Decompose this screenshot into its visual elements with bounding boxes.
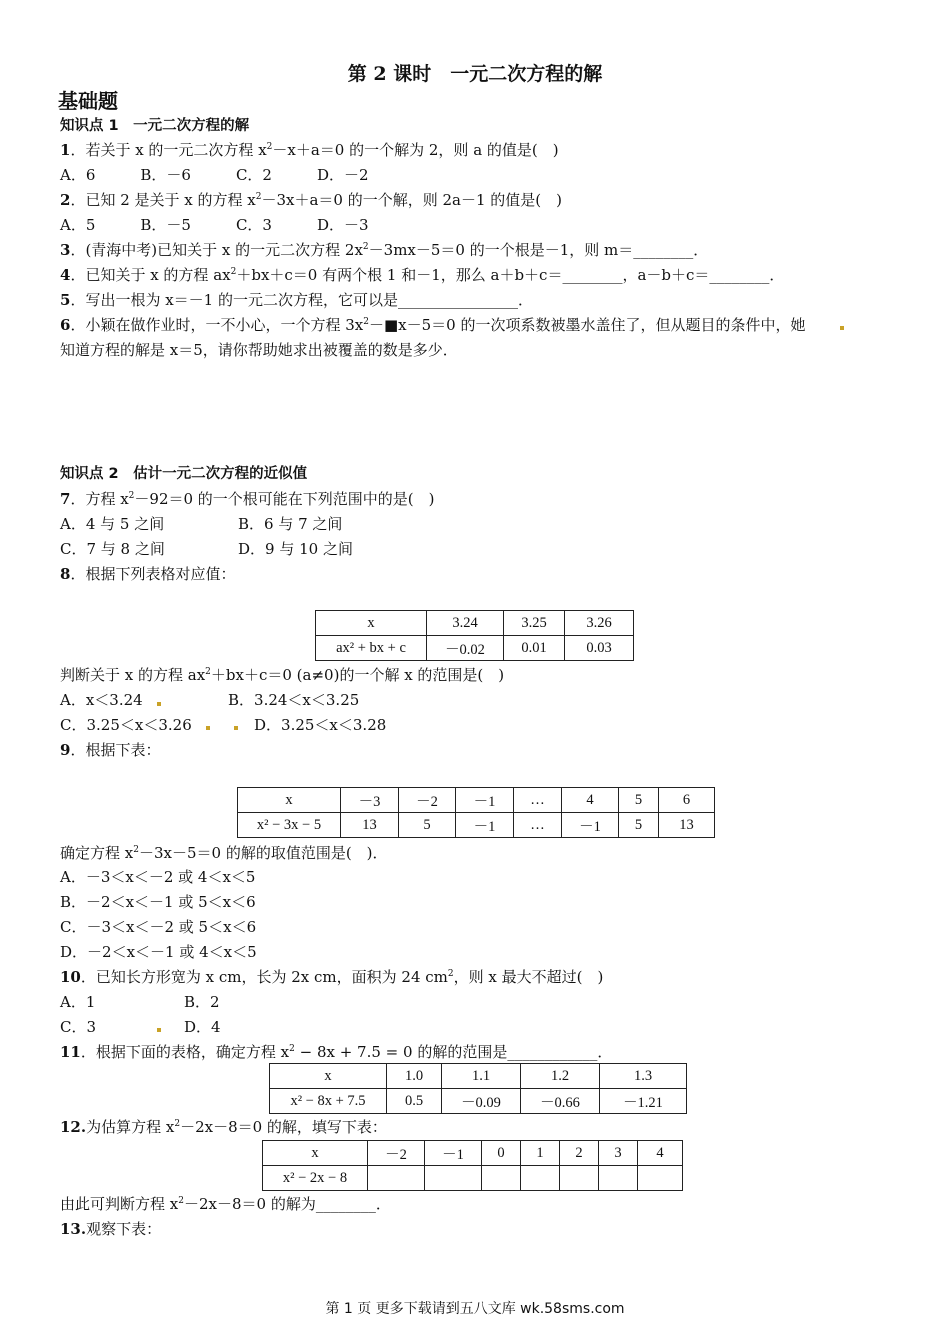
question-text: －92＝0 的一个根可能在下列范围中的是( ) bbox=[134, 490, 435, 508]
table-cell: 5 bbox=[619, 788, 659, 813]
question-number: 5 bbox=[60, 291, 71, 309]
question-2-options: A．5 B．－5 C．3 D．－3 bbox=[60, 216, 369, 234]
table-cell bbox=[560, 1166, 599, 1191]
table-row bbox=[270, 1089, 687, 1114]
question-text: 确定方程 x bbox=[60, 844, 134, 862]
exponent: 2 bbox=[230, 267, 237, 277]
question-number: 7 bbox=[60, 490, 71, 508]
question-number: 4 bbox=[60, 266, 71, 284]
question-11 bbox=[60, 1042, 612, 1062]
table-cell bbox=[521, 1166, 560, 1191]
exponent: 2 bbox=[363, 317, 369, 327]
option-b: B．3.24＜x＜3.25 bbox=[228, 691, 360, 709]
exponent: 2 bbox=[255, 192, 262, 202]
option-d: D．3.25＜x＜3.28 bbox=[254, 716, 387, 734]
table-cell: －0.02 bbox=[427, 636, 504, 661]
decorative-dot bbox=[157, 702, 161, 706]
option-a: A．4 与 5 之间 bbox=[60, 515, 165, 533]
question-13 bbox=[60, 1219, 161, 1239]
table-cell: 2 bbox=[560, 1141, 599, 1166]
question-6-line-2: 知道方程的解是 x＝5，请你帮助她求出被覆盖的数是多少． bbox=[60, 341, 458, 359]
table-cell: 1.0 bbox=[387, 1064, 442, 1089]
question-text: ．已知长方形宽为 x cm，长为 2x cm，面积为 24 cm bbox=[80, 968, 448, 986]
table-row bbox=[263, 1166, 683, 1191]
knowledge-point-2: 知识点 2 估计一元二次方程的近似值 bbox=[60, 466, 308, 482]
decorative-dot bbox=[157, 1028, 161, 1032]
table-cell: x² − 2x − 8 bbox=[263, 1166, 368, 1191]
table-cell: －2 bbox=[368, 1141, 425, 1166]
option-c: C．3.25＜x＜3.26 bbox=[60, 716, 192, 734]
option-a: A．x＜3.24 bbox=[60, 691, 143, 709]
question-text: ．写出一根为 x＝－1 的一元二次方程，它可以是________________． bbox=[70, 291, 533, 309]
question-2 bbox=[60, 190, 562, 210]
exponent: 2 bbox=[128, 491, 135, 501]
table-cell bbox=[638, 1166, 683, 1191]
table-cell bbox=[425, 1166, 482, 1191]
exponent: 2 bbox=[289, 1044, 295, 1054]
exponent: 2 bbox=[447, 969, 454, 979]
question-6 bbox=[60, 315, 805, 335]
question-text: ．小颖在做作业时，一不小心，一个方程 3x bbox=[70, 316, 364, 334]
option-d: D．4 bbox=[184, 1018, 221, 1036]
table-cell: x bbox=[316, 611, 427, 636]
option-a: A．－3＜x＜－2 或 4＜x＜5 bbox=[60, 868, 256, 886]
question-text: －■x－5＝0 的一次项系数被墨水盖住了，但从题目的条件中，她 bbox=[368, 316, 806, 334]
question-7 bbox=[60, 489, 435, 509]
table-cell: 0.5 bbox=[387, 1089, 442, 1114]
table-cell: －1 bbox=[456, 813, 514, 838]
question-text: ，则 x 最大不超过( ) bbox=[453, 968, 604, 986]
exponent: 2 bbox=[178, 1196, 184, 1206]
question-9-table bbox=[237, 787, 715, 838]
question-text: ．已知关于 x 的方程 ax bbox=[70, 266, 231, 284]
question-text: －3x－5＝0 的解的取值范围是( )． bbox=[138, 844, 388, 862]
exponent: 2 bbox=[174, 1119, 181, 1129]
table-cell: … bbox=[514, 813, 562, 838]
table-cell: … bbox=[514, 788, 562, 813]
option-c: C．7 与 8 之间 bbox=[60, 540, 165, 558]
question-number: 8 bbox=[60, 565, 71, 583]
option-d: D．9 与 10 之间 bbox=[238, 540, 353, 558]
table-cell: －1.21 bbox=[600, 1089, 687, 1114]
question-number: 13. bbox=[60, 1220, 87, 1238]
table-cell: 5 bbox=[399, 813, 456, 838]
table-cell: 1.3 bbox=[600, 1064, 687, 1089]
question-text: －2x－8＝0 的解，填写下表： bbox=[180, 1118, 387, 1136]
question-12-conclusion bbox=[60, 1194, 391, 1214]
option-b: B．6 与 7 之间 bbox=[238, 515, 343, 533]
table-cell: 3.24 bbox=[427, 611, 504, 636]
table-cell: 3 bbox=[599, 1141, 638, 1166]
table-cell: 0.01 bbox=[504, 636, 565, 661]
table-cell: ax² + bx + c bbox=[316, 636, 427, 661]
table-cell: 13 bbox=[659, 813, 715, 838]
question-text: 观察下表： bbox=[86, 1220, 162, 1238]
exponent: 2 bbox=[133, 845, 139, 855]
table-cell: 0 bbox=[482, 1141, 521, 1166]
question-1 bbox=[60, 140, 559, 160]
knowledge-point-1: 知识点 1 一元二次方程的解 bbox=[60, 118, 250, 134]
table-cell: －0.09 bbox=[442, 1089, 521, 1114]
table-cell: x² − 3x − 5 bbox=[238, 813, 341, 838]
table-cell: －3 bbox=[341, 788, 399, 813]
option-b: B．2 bbox=[184, 993, 220, 1011]
table-cell: 4 bbox=[638, 1141, 683, 1166]
exponent: 2 bbox=[362, 242, 369, 252]
question-text: 由此可判断方程 x bbox=[60, 1195, 179, 1213]
question-number: 12. bbox=[60, 1118, 87, 1136]
table-cell: 0.03 bbox=[565, 636, 634, 661]
option-a: A．1 bbox=[60, 993, 96, 1011]
question-9-prompt bbox=[60, 843, 388, 863]
table-cell: 1 bbox=[521, 1141, 560, 1166]
table-cell bbox=[482, 1166, 521, 1191]
table-cell: 3.25 bbox=[504, 611, 565, 636]
question-text: ．(青海中考)已知关于 x 的一元二次方程 2x bbox=[70, 241, 363, 259]
question-3 bbox=[60, 240, 708, 260]
option-c: C．3 bbox=[60, 1018, 97, 1036]
question-number: 11 bbox=[60, 1043, 81, 1061]
table-cell bbox=[368, 1166, 425, 1191]
table-cell: －2 bbox=[399, 788, 456, 813]
page-title: 第 2 课时 一元二次方程的解 bbox=[347, 63, 603, 85]
option-c: C．－3＜x＜－2 或 5＜x＜6 bbox=[60, 918, 257, 936]
table-cell: 6 bbox=[659, 788, 715, 813]
table-row bbox=[238, 788, 715, 813]
question-text: ．根据下面的表格，确定方程 x bbox=[80, 1043, 290, 1061]
question-12-table bbox=[262, 1140, 683, 1191]
option-b: B．－2＜x＜－1 或 5＜x＜6 bbox=[60, 893, 256, 911]
page-footer: 第 1 页 更多下载请到五八文库 wk.58sms.com bbox=[325, 1301, 625, 1317]
table-row bbox=[263, 1141, 683, 1166]
option-d: D．－2＜x＜－1 或 4＜x＜5 bbox=[60, 943, 257, 961]
question-text: ．已知 2 是关于 x 的方程 x bbox=[70, 191, 256, 209]
question-10 bbox=[60, 967, 603, 987]
question-number: 3 bbox=[60, 241, 71, 259]
table-cell: x bbox=[270, 1064, 387, 1089]
question-number: 6 bbox=[60, 316, 71, 334]
question-5 bbox=[60, 290, 533, 310]
exponent: 2 bbox=[205, 667, 211, 677]
question-text: 判断关于 x 的方程 ax bbox=[60, 666, 206, 684]
table-row bbox=[316, 611, 634, 636]
question-number: 9 bbox=[60, 741, 71, 759]
question-text: ．若关于 x 的一元二次方程 x bbox=[70, 141, 267, 159]
question-text: − 8x + 7.5 = 0 的解的范围是____________． bbox=[294, 1043, 613, 1061]
question-1-options: A．6 B．－6 C．2 D．－2 bbox=[60, 166, 369, 184]
question-9 bbox=[60, 740, 160, 760]
section-heading: 基础题 bbox=[58, 89, 118, 113]
question-number: 1 bbox=[60, 141, 71, 159]
question-text: －x＋a＝0 的一个解为 2，则 a 的值是( ) bbox=[272, 141, 559, 159]
table-cell: －1 bbox=[425, 1141, 482, 1166]
question-text: －3x＋a＝0 的一个解，则 2a－1 的值是( ) bbox=[261, 191, 563, 209]
table-row bbox=[238, 813, 715, 838]
question-8-prompt bbox=[60, 665, 504, 685]
table-cell: －0.66 bbox=[521, 1089, 600, 1114]
question-text: ．根据下列表格对应值： bbox=[70, 565, 236, 583]
table-cell: x bbox=[263, 1141, 368, 1166]
table-cell: －1 bbox=[562, 813, 619, 838]
decorative-dot bbox=[206, 726, 210, 730]
question-8-table bbox=[315, 610, 634, 661]
table-cell: 1.2 bbox=[521, 1064, 600, 1089]
table-row bbox=[270, 1064, 687, 1089]
question-8 bbox=[60, 564, 235, 584]
exponent: 2 bbox=[266, 142, 273, 152]
question-11-table bbox=[269, 1063, 687, 1114]
table-cell: 3.26 bbox=[565, 611, 634, 636]
question-text: ．方程 x bbox=[70, 490, 129, 508]
question-text: 为估算方程 x bbox=[86, 1118, 175, 1136]
question-text: ＋bx＋c＝0 有两个根 1 和－1，那么 a＋b＋c＝________，a－b＋c＝________． bbox=[236, 266, 785, 284]
question-number: 2 bbox=[60, 191, 71, 209]
question-12 bbox=[60, 1117, 387, 1137]
decorative-dot bbox=[234, 726, 238, 730]
table-cell: 5 bbox=[619, 813, 659, 838]
question-text: ＋bx＋c＝0 (a≠0)的一个解 x 的范围是( ) bbox=[210, 666, 505, 684]
table-cell: 1.1 bbox=[442, 1064, 521, 1089]
table-row bbox=[316, 636, 634, 661]
question-text: ．根据下表： bbox=[70, 741, 161, 759]
table-cell: x bbox=[238, 788, 341, 813]
table-cell: x² − 8x + 7.5 bbox=[270, 1089, 387, 1114]
table-cell: 13 bbox=[341, 813, 399, 838]
table-cell bbox=[599, 1166, 638, 1191]
question-4 bbox=[60, 265, 784, 285]
table-cell: 4 bbox=[562, 788, 619, 813]
table-cell: －1 bbox=[456, 788, 514, 813]
question-text: －3mx－5＝0 的一个根是－1，则 m＝________． bbox=[368, 241, 709, 259]
question-number: 10 bbox=[60, 968, 81, 986]
decorative-dot bbox=[840, 326, 844, 330]
question-text: －2x－8＝0 的解为________． bbox=[183, 1195, 391, 1213]
